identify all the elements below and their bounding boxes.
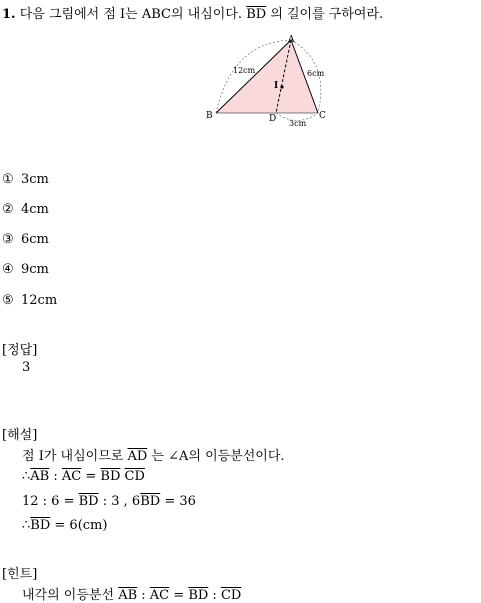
choice-5[interactable] xyxy=(2,293,57,308)
choice-marker: ② xyxy=(2,202,14,217)
length-ab: 12cm xyxy=(233,66,256,75)
equals: = xyxy=(169,588,189,603)
label-b: B xyxy=(206,111,213,121)
explanation-text: 는 ∠A의 이등분선이다. xyxy=(151,449,285,464)
question-text: 다음 그림에서 점 I는 ABC의 내심이다. xyxy=(19,7,243,22)
question-segment: $\overline{BD}$ xyxy=(246,7,267,22)
explanation-text: = 36 xyxy=(160,494,196,509)
choice-1[interactable] xyxy=(2,172,49,187)
answer-header: [정답] xyxy=(2,343,38,358)
question-text-end: 의 길이를 구하여라. xyxy=(270,7,384,22)
explanation-line-1 xyxy=(22,445,285,464)
choice-text: 3cm xyxy=(21,172,49,187)
segment-ac-label: $\overline{AC}$ xyxy=(149,588,170,603)
choice-3[interactable] xyxy=(2,232,49,247)
label-d: D xyxy=(269,114,277,124)
triangle-figure xyxy=(195,30,345,130)
explanation-line-4 xyxy=(22,518,107,533)
explanation-line-3 xyxy=(22,494,196,509)
colon: : xyxy=(137,588,150,603)
question-number: 1. xyxy=(2,7,16,22)
triangle-fill xyxy=(216,40,318,113)
choice-4[interactable] xyxy=(2,262,49,277)
choice-text: 6cm xyxy=(21,232,49,247)
segment-bd-label: $\overline{BD}$ xyxy=(100,469,121,484)
segment-bd-label: $\overline{BD}$ xyxy=(140,494,161,509)
label-a: A xyxy=(288,35,295,45)
label-i: I xyxy=(274,81,279,91)
segment-ad-label: $\overline{AD}$ xyxy=(127,449,148,464)
segment-bd-label: $\overline{BD}$ xyxy=(78,494,99,509)
length-ac: 6cm xyxy=(307,69,325,78)
hint-header: [힌트] xyxy=(2,567,38,582)
explanation-text: 점 I가 내심이므로 xyxy=(22,449,124,464)
explanation-text: 12 : 6 = xyxy=(22,494,79,509)
choice-text: 9cm xyxy=(21,262,49,277)
segment-ab-label: $\overline{AB}$ xyxy=(118,588,138,603)
hint-text: 내각의 이등분선 xyxy=(22,588,115,603)
segment-ab-label: $\overline{AB}$ xyxy=(30,469,50,484)
choice-marker: ④ xyxy=(2,262,14,277)
therefore-symbol: ∴ xyxy=(22,469,31,484)
length-dc: 3cm xyxy=(289,119,307,128)
segment-bd-label: $\overline{BD}$ xyxy=(30,518,51,533)
segment-cd-label: $\overline{CD}$ xyxy=(220,588,242,603)
explanation-text: : 3 , 6 xyxy=(98,494,141,509)
choice-text: 12cm xyxy=(21,293,58,308)
choice-text: 4cm xyxy=(21,202,49,217)
segment-bd-label: $\overline{BD}$ xyxy=(188,588,209,603)
therefore-symbol: ∴ xyxy=(22,518,31,533)
explanation-text: = 6(cm) xyxy=(50,518,108,533)
hint-line xyxy=(22,584,241,603)
choice-2[interactable] xyxy=(2,202,49,217)
colon: : xyxy=(208,588,221,603)
question xyxy=(2,3,383,22)
explanation-header: [해설] xyxy=(2,428,38,443)
label-c: C xyxy=(319,111,326,121)
choice-marker: ① xyxy=(2,172,14,187)
answer-value: 3 xyxy=(22,360,31,375)
segment-ac-label: $\overline{AC}$ xyxy=(61,469,82,484)
explanation-line-2 xyxy=(22,469,145,484)
incenter-dot xyxy=(280,85,283,88)
segment-cd-label: $\overline{CD}$ xyxy=(124,469,145,484)
colon: : xyxy=(49,469,62,484)
choice-marker: ⑤ xyxy=(2,293,14,308)
equals: = xyxy=(81,469,101,484)
choice-marker: ③ xyxy=(2,232,14,247)
